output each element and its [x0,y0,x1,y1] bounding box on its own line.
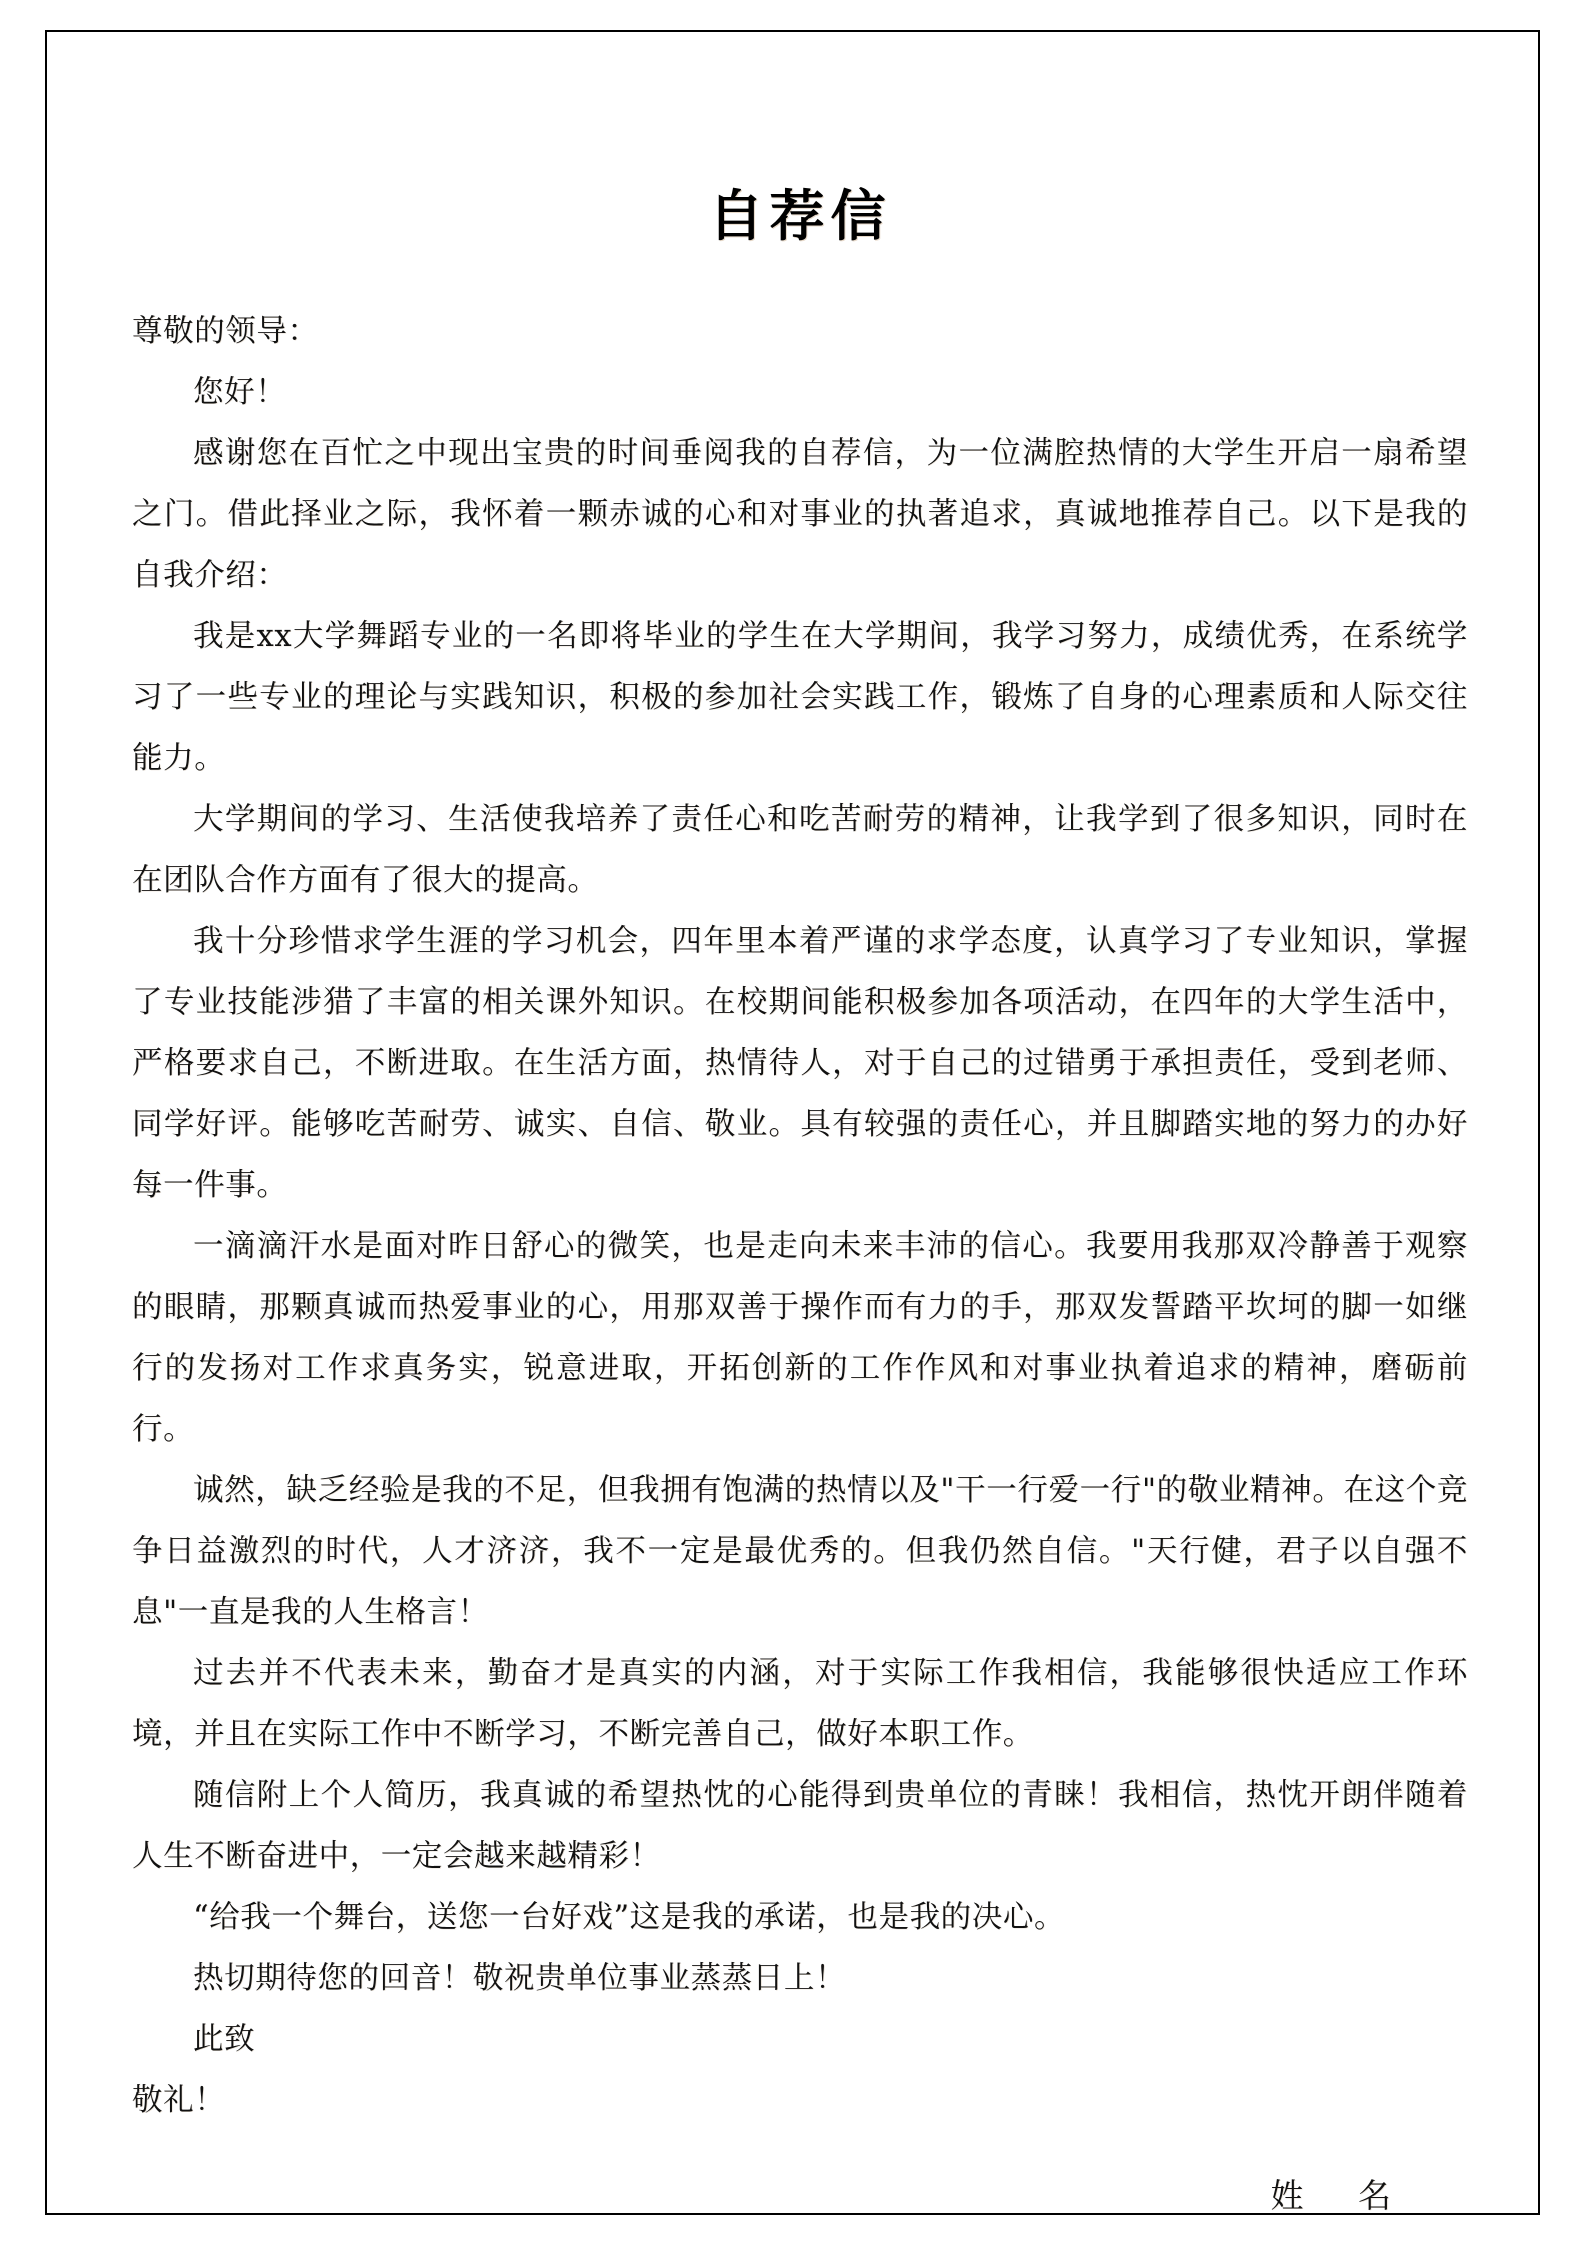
body-paragraph-8: 随信附上个人简历，我真诚的希望热忱的心能得到贵单位的青睐！我相信，热忱开朗伴随着人生不断奋进中，一定会越来越精彩！ [132,1778,1468,1874]
letter-body [132,301,1468,2131]
greeting: 您好！ [193,375,287,410]
salutation: 尊敬的领导： [132,314,319,349]
body-paragraph-6: 诚然，缺乏经验是我的不足，但我拥有饱满的热情以及"干一行爱一行"的敬业精神。在这个竞争日益激烈的时代，人才济济，我不一定是最优秀的。但我仍然自信。"天行健，君子以自强不息"一直是我的人生格言！ [132,1473,1468,1630]
page-title: 自荐信 [708,183,892,248]
body-paragraph-7: 过去并不代表未来，勤奋才是真实的内涵，对于实际工作我相信，我能够很快适应工作环境，并且在实际工作中不断学习，不断完善自己，做好本职工作。 [132,1656,1468,1752]
signature-block [132,2165,1468,2226]
body-paragraph-3: 大学期间的学习、生活使我培养了责任心和吃苦耐劳的精神，让我学到了很多知识，同时在在团队合作方面有了很大的提高。 [132,802,1468,898]
body-paragraph-4: 我十分珍惜求学生涯的学习机会，四年里本着严谨的求学态度，认真学习了专业知识，掌握了专业技能涉猎了丰富的相关课外知识。在校期间能积极参加各项活动，在四年的大学生活中，严格要求自己，不断进取。在生活方面，热情待人，对于自己的过错勇于承担责任，受到老师、同学好评。能够吃苦耐劳、诚实、自信、敬业。具有较强的责任心，并且脚踏实地的努力的办好每一件事。 [132,924,1468,1203]
closing-respects: 敬礼！ [132,2083,226,2118]
body-paragraph-quote: “给我一个舞台，送您一台好戏”这是我的承诺，也是我的决心。 [193,1900,1066,1935]
body-paragraph-5: 一滴滴汗水是面对昨日舒心的微笑，也是走向未来丰沛的信心。我要用我那双冷静善于观察的眼睛，那颗真诚而热爱事业的心，用那双善于操作而有力的手，那双发誓踏平坎坷的脚一如继行的发扬对工作求真务实，锐意进取，开拓创新的工作作风和对事业执着追求的精神，磨砺前行。 [132,1229,1468,1447]
signature-name: 姓 名 [1270,2176,1413,2215]
closing-salutation: 此致 [193,2022,256,2057]
document-content [132,30,1468,2226]
body-paragraph-2: 我是xx大学舞蹈专业的一名即将毕业的学生在大学期间，我学习努力，成绩优秀，在系统学习了一些专业的理论与实践知识，积极的参加社会实践工作，锻炼了自身的心理素质和人际交往能力。 [132,619,1468,776]
body-paragraph-wishes: 热切期待您的回音！敬祝贵单位事业蒸蒸日上！ [193,1961,847,1996]
body-paragraph-1: 感谢您在百忙之中现出宝贵的时间垂阅我的自荐信，为一位满腔热情的大学生开启一扇希望之门。借此择业之际，我怀着一颗赤诚的心和对事业的执著追求，真诚地推荐自己。以下是我的自我介绍： [132,436,1468,593]
